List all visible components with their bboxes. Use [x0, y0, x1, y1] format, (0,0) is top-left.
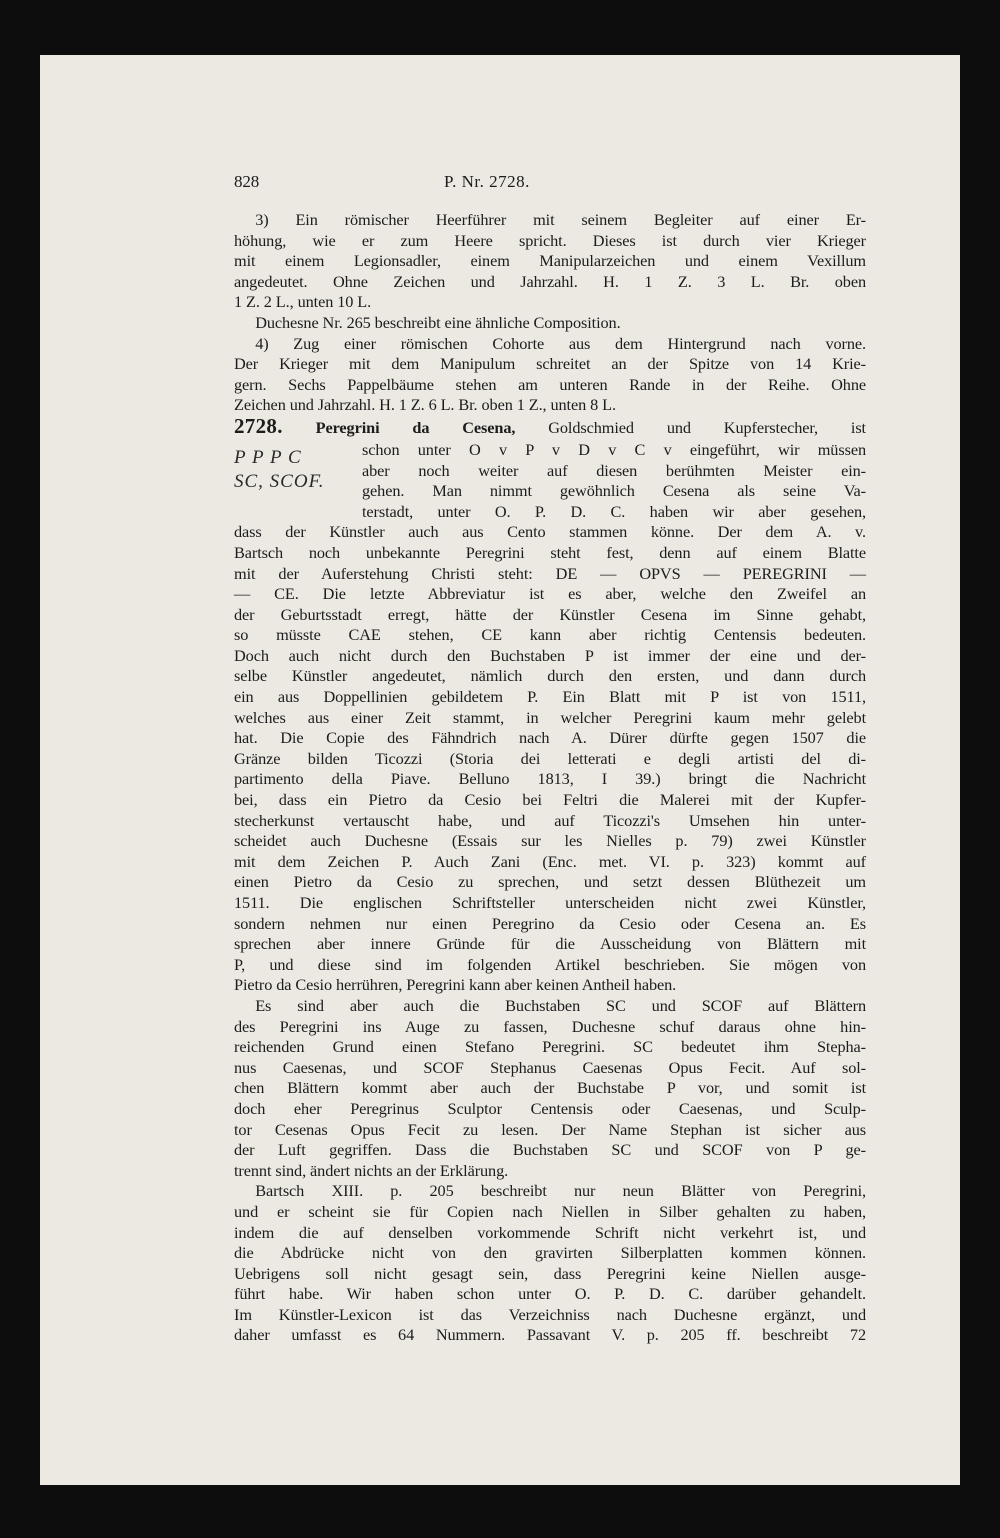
- text-line: gehen. Man nimmt gewöhnlich Cesena als seine Va-: [362, 481, 866, 501]
- text-line: führt habe. Wir haben schon unter O. P. D. C. darüber gehandelt.: [234, 1284, 866, 1304]
- page-title: P. Nr. 2728.: [444, 172, 530, 191]
- entry-2728: [234, 413, 866, 996]
- text-line: partimento della Piave. Belluno 1813, I 39.) bringt die Nachricht: [234, 769, 866, 789]
- scanned-page: [40, 55, 960, 1485]
- text-line: der Luft gegriffen. Dass die Buchstaben SC und SCOF von P ge-: [234, 1140, 866, 1160]
- text-line: so müsste CAE stehen, CE kann aber richtig Centensis bedeuten.: [234, 625, 866, 645]
- text-line: Im Künstler-Lexicon ist das Verzeichniss nach Duchesne ergänzt, und: [234, 1304, 866, 1324]
- text-line: Zeichen und Jahrzahl. H. 1 Z. 6 L. Br. oben 1 Z., unten 8 L.: [234, 395, 616, 415]
- text-line: die Abdrücke nicht von den gravirten Silberplatten kommen können.: [234, 1243, 866, 1263]
- monogram-line-2: SC, SCOF.: [234, 470, 325, 492]
- text-line: mit einem Legionsadler, einem Manipularzeichen und einem Vexillum: [234, 251, 866, 271]
- text-line: aber noch weiter auf diesen berühmten Meister ein-: [362, 460, 866, 480]
- page-number: 828: [234, 172, 260, 191]
- text-line: höhung, wie er zum Heere spricht. Dieses ist durch vier Krieger: [234, 230, 866, 250]
- paragraph-4: [234, 334, 866, 416]
- text-line: — CE. Die letzte Abbreviatur ist es aber, welche den Zweifel an: [234, 584, 866, 604]
- page-header: [234, 170, 866, 210]
- text-line: Pietro da Cesio herrühren, Peregrini kann aber keinen Antheil haben.: [234, 975, 677, 995]
- text-line: indem die auf denselben vorkommende Schrift nicht verkehrt ist, und: [234, 1222, 866, 1242]
- paragraph-sc-scof: [234, 996, 866, 1181]
- text-line: 3) Ein römischer Heerführer mit seinem Begleiter auf einer Er-: [255, 210, 866, 229]
- text-line: trennt sind, ändert nichts an der Erklärung.: [234, 1160, 509, 1180]
- monogram-line-1: P P P C: [234, 446, 302, 468]
- text-line: gern. Sechs Pappelbäume stehen am unteren Rande in der Reihe. Ohne: [234, 374, 866, 394]
- monogram-side-text: [362, 440, 866, 522]
- text-line: scheidet auch Duchesne (Essais sur les Nielles p. 79) zwei Künstler: [234, 831, 866, 851]
- text-line: 1 Z. 2 L., unten 10 L.: [234, 292, 372, 312]
- text-line: nus Caesenas, und SCOF Stephanus Caesenas Opus Fecit. Auf sol-: [234, 1057, 866, 1077]
- text-line: sprechen aber innere Gründe für die Ausscheidung von Blättern mit: [234, 934, 866, 954]
- text-line: der Geburtsstadt erregt, hätte der Künstler Cesena im Sinne gehabt,: [234, 604, 866, 624]
- entry-heading-line: [234, 413, 866, 440]
- text-line: mit dem Zeichen P. Auch Zani (Enc. met. VI. p. 323) kommt auf: [234, 851, 866, 871]
- text-line: reichenden Grund einen Stefano Peregrini. SC bedeutet ihm Stepha-: [234, 1037, 866, 1057]
- entry-heading-rest: Goldschmied und Kupferstecher, ist: [548, 417, 866, 437]
- text-line: hat. Die Copie des Fähndrich nach A. Dürer dürfte gegen 1507 die: [234, 728, 866, 748]
- text-line: Bartsch noch unbekannte Peregrini steht fest, denn auf einem Blatte: [234, 542, 866, 562]
- text-line: des Peregrini ins Auge zu fassen, Duchesne schuf daraus ohne hin-: [234, 1016, 866, 1036]
- text-column: [234, 170, 866, 1346]
- paragraph-bartsch: [234, 1181, 866, 1346]
- text-line: Uebrigens soll nicht gesagt sein, dass Peregrini keine Niellen ausge-: [234, 1263, 866, 1283]
- text-line: Bartsch XIII. p. 205 beschreibt nur neun Blätter von Peregrini,: [255, 1181, 866, 1201]
- text-line: doch eher Peregrinus Sculptor Centensis oder Caesenas, und Sculp-: [234, 1098, 866, 1118]
- text-line: 4) Zug einer römischen Cohorte aus dem Hintergrund nach vorne.: [255, 333, 866, 353]
- text-line: ein aus Doppellinien gebildetem P. Ein Blatt mit P ist von 1511,: [234, 687, 866, 707]
- text-line: einen Pietro da Cesio zu sprechen, und setzt dessen Blüthezeit um: [234, 872, 866, 892]
- monogram-marks: [234, 440, 362, 494]
- text-line: P, und diese sind im folgenden Artikel beschrieben. Sie mögen von: [234, 954, 866, 974]
- text-line: und er scheint sie für Copien nach Niellen in Silber gehalten zu haben,: [234, 1201, 866, 1221]
- text-line: schon unter O v P v D v C v eingeführt, wir müssen: [362, 439, 866, 459]
- text-line: mit der Auferstehung Christi steht: DE — OPVS — PEREGRINI —: [234, 563, 866, 583]
- text-line: sondern nehmen nur einen Peregrino da Cesio oder Cesena an. Es: [234, 913, 866, 933]
- entry-body: [234, 522, 866, 996]
- text-line: Der Krieger mit dem Manipulum schreitet an der Spitze von 14 Krie-: [234, 354, 866, 374]
- text-line: Doch auch nicht durch den Buchstaben P ist immer der eine und der-: [234, 645, 866, 665]
- text-line: Es sind aber auch die Buchstaben SC und SCOF auf Blättern: [255, 995, 866, 1015]
- text-line: terstadt, unter O. P. D. C. haben wir aber gesehen,: [362, 501, 866, 521]
- text-line: welches aus einer Zeit stammt, in welcher Peregrini kaum mehr gelebt: [234, 707, 866, 727]
- text-line: tor Cesenas Opus Fecit zu lesen. Der Name Stephan ist sicher aus: [234, 1119, 866, 1139]
- text-line: stecherkunst vertauscht habe, und auf Ticozzi's Umsehen hin unter-: [234, 810, 866, 830]
- text-line: dass der Künstler auch aus Cento stammen könne. Der dem A. v.: [234, 522, 866, 542]
- text-line: daher umfasst es 64 Nummern. Passavant V. p. 205 ff. beschreibt 72: [234, 1325, 866, 1345]
- text-line: Gränze bilden Ticozzi (Storia dei letterati e degli artisti del di-: [234, 748, 866, 768]
- text-line: Duchesne Nr. 265 beschreibt eine ähnliche Composition.: [255, 312, 621, 332]
- text-line: angedeutet. Ohne Zeichen und Jahrzahl. H. 1 Z. 3 L. Br. oben: [234, 271, 866, 291]
- monogram-block: [234, 440, 866, 522]
- text-line: bei, dass ein Pietro da Cesio bei Feltri die Malerei mit der Kupfer-: [234, 790, 866, 810]
- paragraph-3: [234, 210, 866, 334]
- text-line: selbe Künstler angedeutet, nämlich durch den ersten, und dann durch: [234, 666, 866, 686]
- entry-number: 2728.: [234, 413, 283, 438]
- entry-name: Peregrini da Cesena,: [315, 417, 516, 437]
- text-line: 1511. Die englischen Schriftsteller unterscheiden nicht zwei Künstler,: [234, 893, 866, 912]
- text-line: chen Blättern kommt aber auch der Buchstabe P vor, und somit ist: [234, 1078, 866, 1098]
